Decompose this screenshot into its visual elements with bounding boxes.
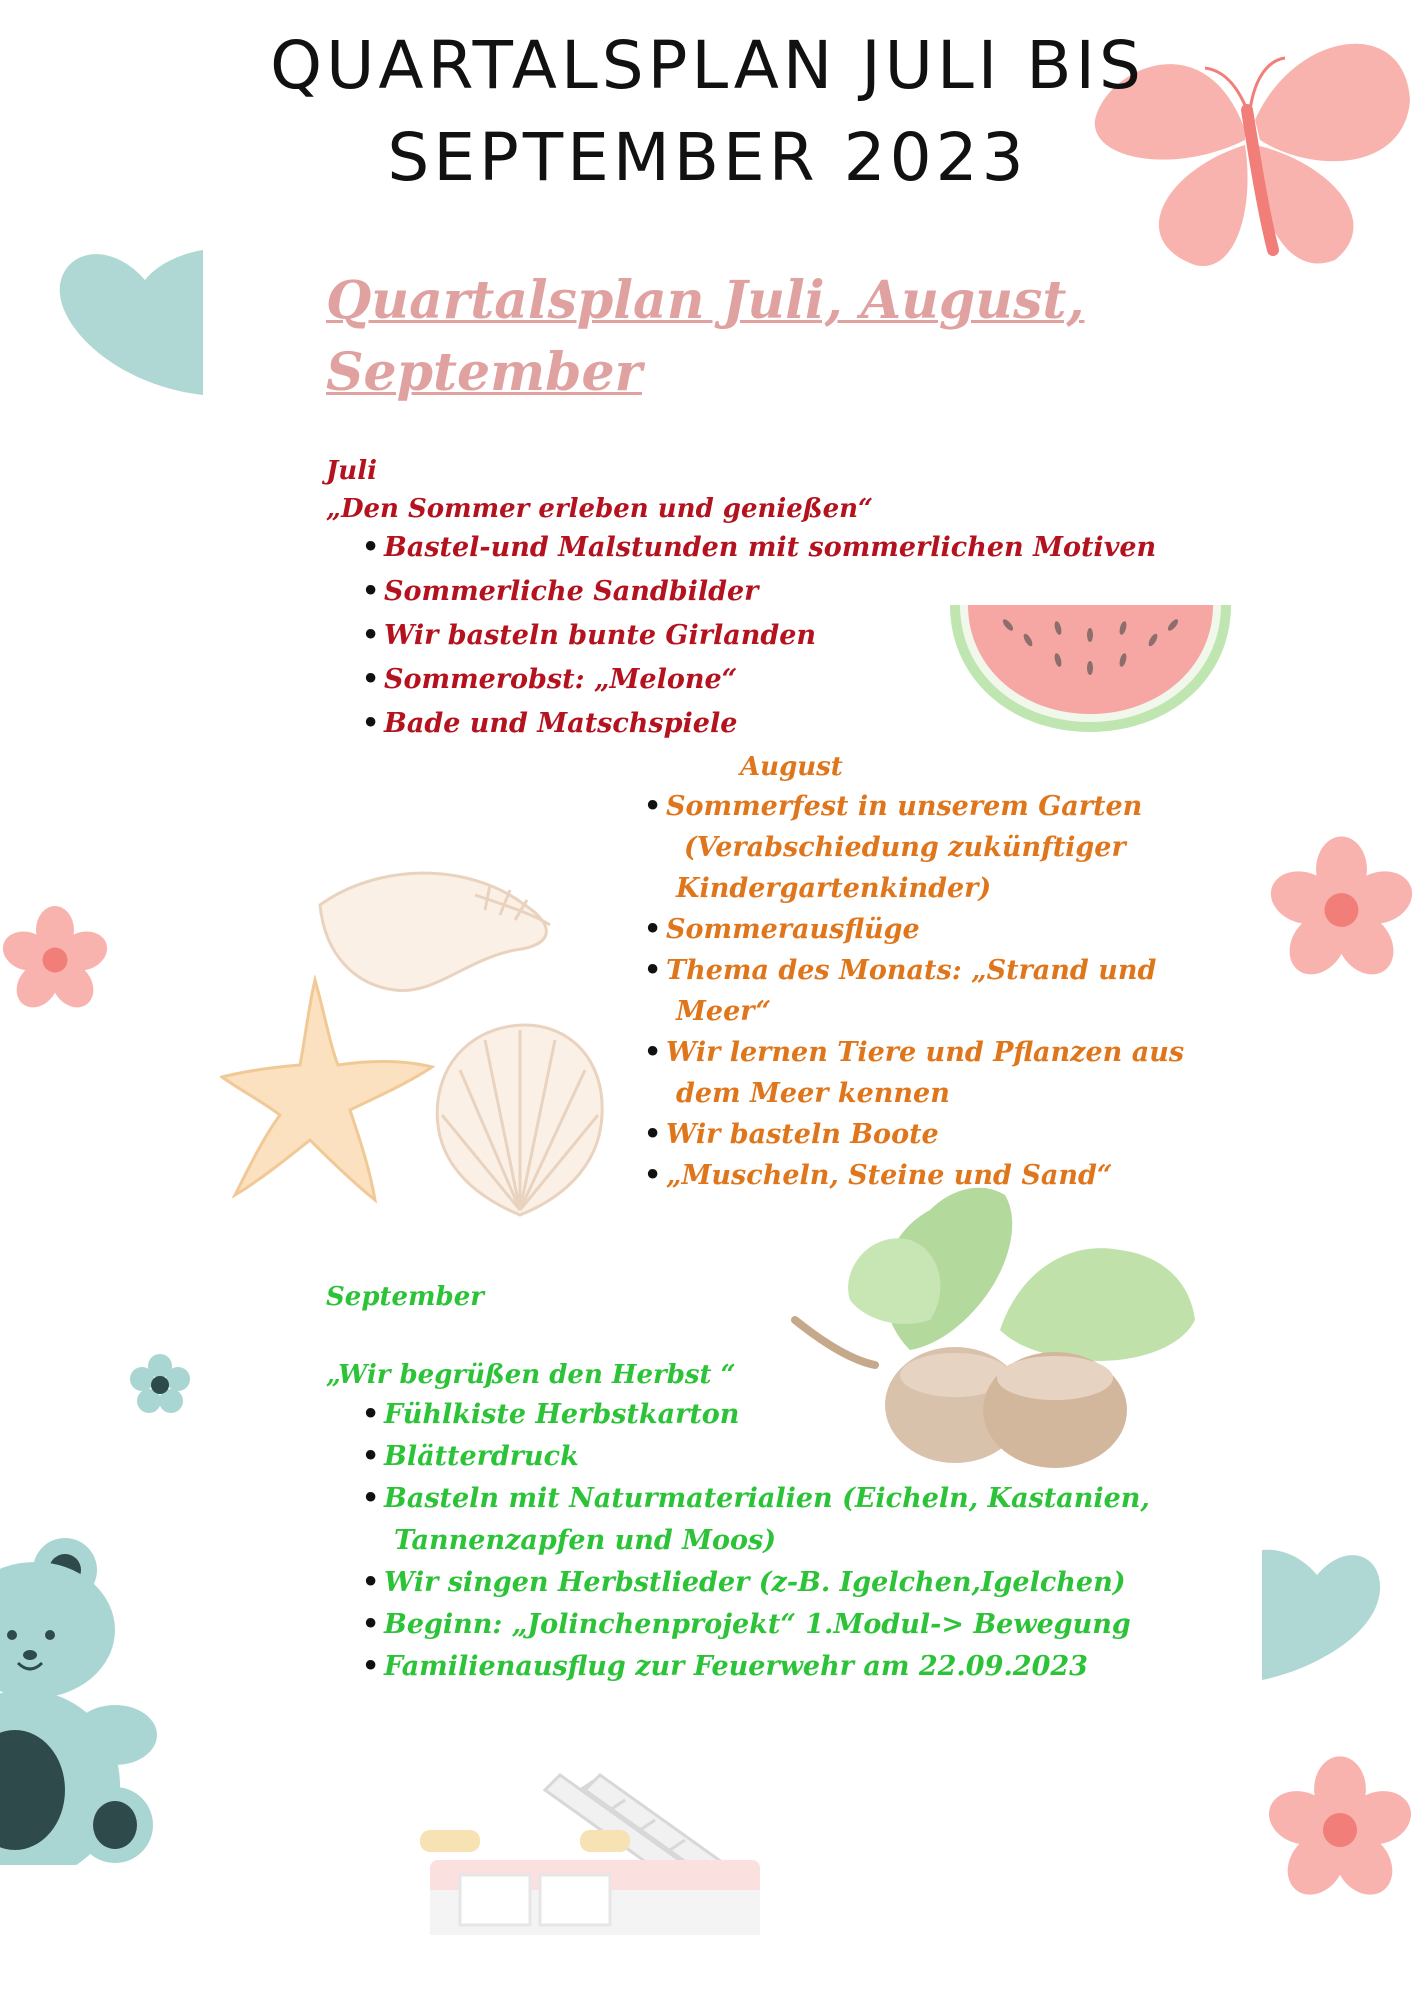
list-item <box>666 1114 1206 1155</box>
section-label: August <box>740 752 843 782</box>
list-item-line: Kindergartenkinder) <box>676 873 992 904</box>
subtitle-line-2: September <box>326 342 642 403</box>
list-item <box>384 1562 1150 1604</box>
page-title <box>110 20 1305 204</box>
list-item-line: Thema des Monats: „Strand und <box>666 955 1157 986</box>
list-item-line: Sommerfest in unserem Garten <box>666 791 1143 822</box>
flower-icon <box>1268 775 1415 1045</box>
subtitle <box>326 265 1106 409</box>
list-item-line: Blätterdruck <box>384 1441 579 1472</box>
list-item <box>666 950 1206 1032</box>
list-item <box>666 786 1206 909</box>
list-item-line: Wir basteln Boote <box>666 1119 939 1150</box>
list-item-line: dem Meer kennen <box>676 1078 950 1109</box>
list-item-line: „Muscheln, Steine und Sand“ <box>666 1160 1113 1191</box>
list-item-line: (Verabschiedung zukünftiger <box>684 832 1126 863</box>
list-item-line: Tannenzapfen und Moos) <box>394 1525 777 1556</box>
list-item-line: Basteln mit Naturmaterialien (Eicheln, Kastanien, <box>384 1483 1150 1514</box>
seashell-icon <box>430 1020 610 1220</box>
list-item: • Bade und Matschspiele <box>384 704 1156 744</box>
list-item-line: Fühlkiste Herbstkarton <box>384 1399 740 1430</box>
fire-truck-icon <box>400 1765 780 1935</box>
flower-icon <box>1265 1730 1415 1930</box>
list-item-line: Meer“ <box>676 996 771 1027</box>
section-label: September <box>326 1282 484 1312</box>
flower-icon <box>125 1350 195 1420</box>
section-august <box>646 748 1206 1196</box>
subtitle-line-1: Quartalsplan Juli, August, <box>326 270 1085 331</box>
section-label: Juli <box>326 456 377 486</box>
list-item-line: Wir lernen Tiere und Pflanzen aus <box>666 1037 1185 1068</box>
list-item <box>384 1478 1150 1562</box>
list-item: • Wir basteln bunte Girlanden <box>384 616 1156 656</box>
list-item <box>666 909 1206 950</box>
starfish-icon <box>220 975 435 1205</box>
list-item <box>384 1394 1150 1436</box>
list-item-line: Familienausflug zur Feuerwehr am 22.09.2023 <box>384 1651 1088 1682</box>
list-item-line: Sommerausflüge <box>666 914 920 945</box>
list-item: • Sommerliche Sandbilder <box>384 572 1156 612</box>
activity-list <box>646 786 1206 1196</box>
list-item: • Sommerobst: „Melone“ <box>384 660 1156 700</box>
teddy-bear-icon <box>0 1535 170 1865</box>
section-motto: „Wir begrüßen den Herbst “ <box>326 1360 736 1390</box>
activity-list <box>326 528 1156 744</box>
heart-icon <box>55 245 203 405</box>
list-item <box>384 1604 1150 1646</box>
section-motto: „Den Sommer erleben und genießen“ <box>326 494 874 524</box>
heart-icon <box>1262 1545 1382 1685</box>
section-juli <box>326 452 1156 748</box>
list-item-line: Wir singen Herbstlieder (z-B. Igelchen,Igelchen) <box>384 1567 1126 1598</box>
section-september <box>326 1278 1150 1688</box>
flower-icon <box>0 845 110 1075</box>
title-line-2: SEPTEMBER 2023 <box>387 119 1028 196</box>
list-item <box>384 1646 1150 1688</box>
activity-list <box>326 1394 1150 1688</box>
title-line-1: QUARTALSPLAN JULI BIS <box>270 27 1145 104</box>
list-item <box>666 1155 1206 1196</box>
list-item-line: Beginn: „Jolinchenprojekt“ 1.Modul-> Bewegung <box>384 1609 1131 1640</box>
list-item: • Bastel-und Malstunden mit sommerlichen Motiven <box>384 528 1156 568</box>
list-item <box>384 1436 1150 1478</box>
list-item <box>666 1032 1206 1114</box>
